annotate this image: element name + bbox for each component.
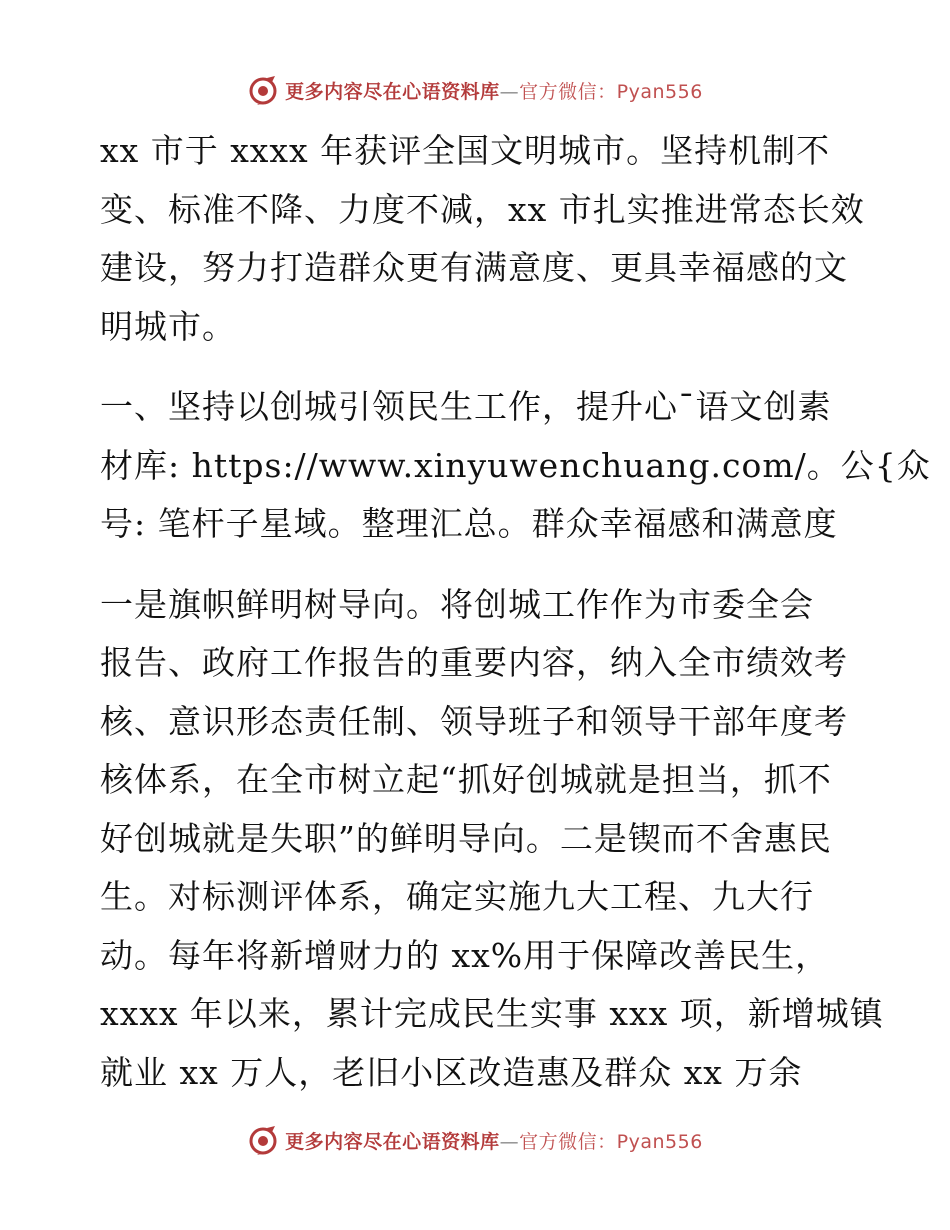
paragraph-3 — [100, 576, 884, 1103]
text-line: 明城市。 — [100, 306, 236, 346]
footer-banner-separator: — — [499, 1130, 520, 1153]
text-line: 号: 笔杆子星域。整理汇总。群众幸福感和满意度 — [100, 504, 838, 543]
header-banner-text — [285, 77, 703, 104]
text-line: 好创城就是失职”的鲜明导向。二是锲而不舍惠民 — [100, 818, 832, 858]
footer-banner-sub: 官方微信：Pyan556 — [519, 1130, 703, 1153]
text-line: 动。每年将新增财力的 xx%用于保障改善民生， — [100, 935, 830, 975]
text-line: 生。对标测评体系，确定实施九大工程、九大行 — [100, 877, 814, 916]
footer-banner-main: 更多内容尽在心语资料库 — [285, 1130, 500, 1153]
text-line: 就业 xx 万人，老旧小区改造惠及群众 xx 万余 — [100, 1052, 803, 1092]
text-line: 一、坚持以创城引领民生工作，提升心¯语文创素 — [100, 387, 832, 426]
header-banner-main: 更多内容尽在心语资料库 — [285, 80, 500, 103]
text-line: 建设，努力打造群众更有满意度、更具幸福感的文 — [100, 248, 848, 287]
footer-banner-text — [285, 1127, 703, 1154]
text-line: 材库: https://www.xinyuwenchuang.com/。公{众 — [100, 445, 931, 485]
text-line: 核、意识形态责任制、领导班子和领导干部年度考 — [100, 701, 848, 741]
header-banner-sub: 官方微信：Pyan556 — [519, 80, 703, 103]
text-line: xxxx 年以来，累计完成民生实事 xxx 项，新增城镇 — [100, 994, 884, 1033]
text-line: 核体系，在全市树立起“抓好创城就是担当，抓不 — [100, 760, 832, 799]
paragraph-1 — [100, 122, 865, 356]
text-line: 变、标准不降、力度不减，xx 市扎实推进常态长效 — [100, 189, 865, 229]
footer-banner — [0, 1120, 950, 1160]
quill-circle-logo-icon — [247, 1124, 279, 1156]
text-line: xx 市于 xxxx 年获评全国文明城市。坚持机制不 — [100, 131, 831, 170]
text-line: 报告、政府工作报告的重要内容，纳入全市绩效考 — [100, 643, 848, 682]
header-banner-separator: — — [499, 80, 520, 103]
document-body — [100, 122, 931, 1102]
paragraph-gap — [100, 356, 860, 378]
header-banner — [0, 70, 950, 110]
text-line: 一是旗帜鲜明树导向。将创城工作作为市委全会 — [100, 584, 814, 624]
quill-circle-logo-icon — [247, 74, 279, 106]
paragraph-gap — [100, 554, 860, 576]
paragraph-2 — [100, 378, 931, 554]
